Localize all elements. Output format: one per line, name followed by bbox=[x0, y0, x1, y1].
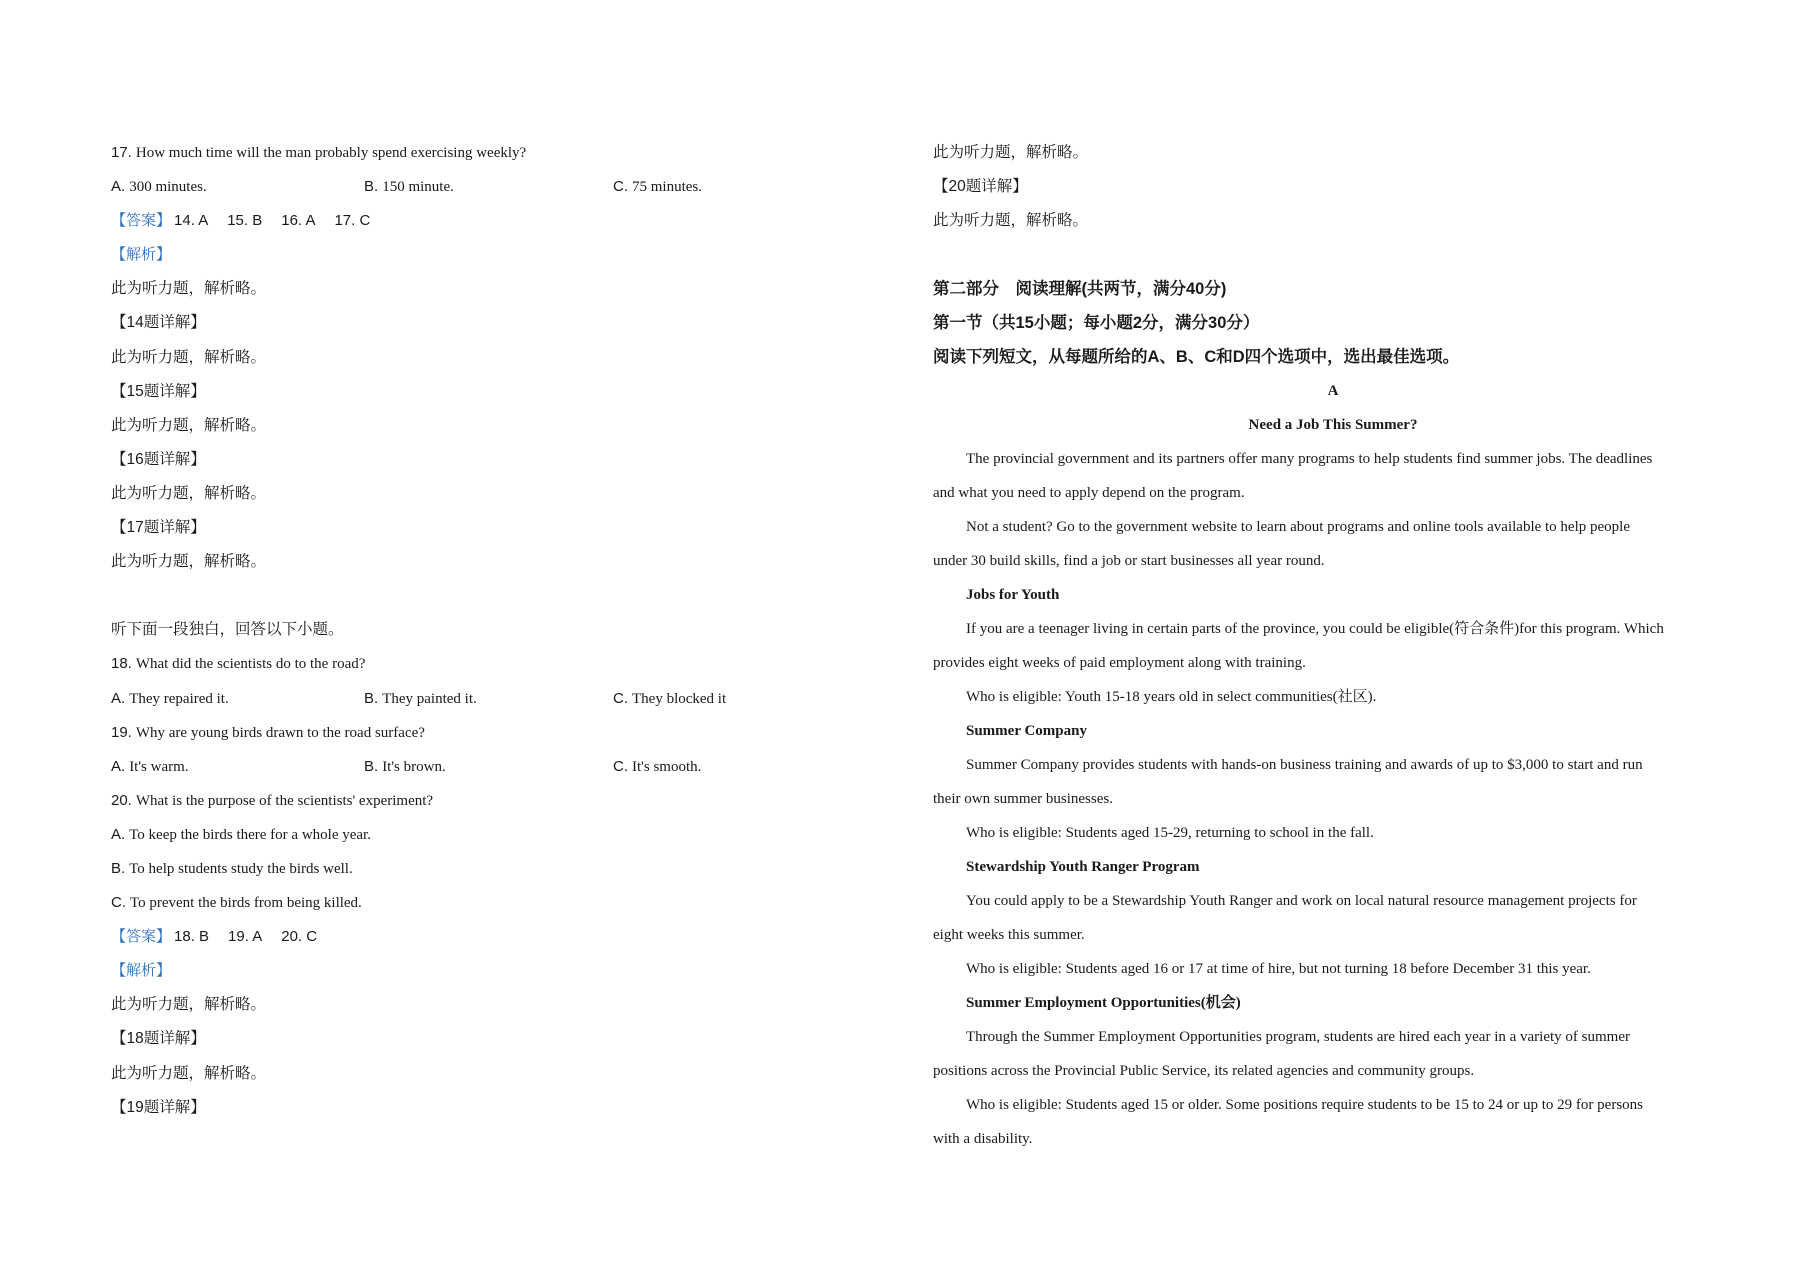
passage-label: A bbox=[1327, 383, 1339, 399]
question-20 bbox=[111, 784, 881, 818]
answer-item: 17. C bbox=[334, 212, 371, 230]
detail-heading: 【18题详解】 bbox=[111, 1030, 206, 1048]
eligibility-line: Who is eligible: Students aged 16 or 17 at time of hire, but not turning 18 before December 31 this year. bbox=[966, 961, 1591, 977]
question-18-options bbox=[111, 682, 881, 716]
answer-label: 【答案】 bbox=[111, 212, 172, 230]
option-b bbox=[364, 682, 613, 716]
option-letter: A. bbox=[111, 689, 126, 707]
passage-title: Need a Job This Summer? bbox=[1248, 417, 1418, 433]
option-letter: C. bbox=[613, 757, 628, 775]
paragraph-line: positions across the Provincial Public Service, its related agencies and community groups. bbox=[933, 1063, 1475, 1079]
option-c bbox=[613, 682, 726, 716]
answer-item: 14. A bbox=[174, 212, 209, 230]
paragraph-line: their own summer businesses. bbox=[933, 791, 1113, 807]
option-text: To keep the birds there for a whole year. bbox=[129, 826, 371, 843]
part-heading: 第二部分 阅读理解(共两节，满分40分) bbox=[933, 280, 1227, 298]
detail-text: 此为听力题，解析略。 bbox=[111, 348, 267, 366]
detail-heading: 【20题详解】 bbox=[933, 178, 1028, 195]
answer-line bbox=[111, 204, 881, 238]
option-b bbox=[364, 750, 613, 784]
answer-line bbox=[111, 920, 881, 954]
left-column bbox=[111, 136, 881, 1125]
answer-item: 15. B bbox=[227, 212, 263, 230]
program-heading: Summer Company bbox=[966, 723, 1087, 739]
question-text: What did the scientists do to the road? bbox=[135, 656, 366, 673]
question-18 bbox=[111, 647, 881, 681]
detail-text: 此为听力题，解析略。 bbox=[111, 416, 267, 434]
option-a bbox=[111, 750, 364, 784]
paragraph-line: The provincial government and its partners offer many programs to help students find summer jobs. The deadlines bbox=[966, 451, 1653, 467]
question-number: 20. bbox=[111, 791, 132, 809]
reading-instruction: 阅读下列短文，从每题所给的A、B、C和D四个选项中，选出最佳选项。 bbox=[933, 348, 1460, 366]
detail-text: 此为听力题，解析略。 bbox=[933, 212, 1089, 229]
option-text: They repaired it. bbox=[129, 690, 229, 707]
option-letter: A. bbox=[111, 178, 126, 196]
detail-heading: 【16题详解】 bbox=[111, 450, 206, 468]
question-number: 18. bbox=[111, 655, 132, 673]
option-letter: B. bbox=[364, 689, 379, 707]
option-letter: A. bbox=[111, 825, 126, 843]
section-instruction: 听下面一段独白，回答以下小题。 bbox=[111, 621, 344, 639]
question-17 bbox=[111, 136, 881, 170]
option-text: They painted it. bbox=[382, 690, 477, 707]
option-letter: B. bbox=[111, 859, 126, 877]
paragraph-line: You could apply to be a Stewardship Youth Ranger and work on local natural resource management projects for bbox=[966, 893, 1637, 909]
option-c bbox=[111, 886, 881, 920]
option-b bbox=[364, 170, 613, 204]
eligibility-line: Who is eligible: Students aged 15 or older. Some positions require students to be 15 to 24 or up to 29 for persons bbox=[966, 1097, 1643, 1113]
detail-heading: 【14题详解】 bbox=[111, 314, 206, 332]
detail-text: 此为听力题，解析略。 bbox=[111, 1064, 267, 1082]
detail-heading: 【15题详解】 bbox=[111, 382, 206, 400]
analysis-label: 【解析】 bbox=[111, 246, 172, 264]
blank-line bbox=[111, 579, 881, 613]
option-a bbox=[111, 682, 364, 716]
question-text: What is the purpose of the scientists' experiment? bbox=[135, 792, 434, 809]
analysis-text: 此为听力题，解析略。 bbox=[111, 996, 267, 1014]
option-c bbox=[613, 750, 701, 784]
question-number: 17. bbox=[111, 144, 132, 161]
option-letter: C. bbox=[111, 894, 126, 912]
paragraph-line: If you are a teenager living in certain parts of the province, you could be eligible(符合条件)for this program. Which bbox=[966, 621, 1664, 637]
analysis-label: 【解析】 bbox=[111, 962, 172, 980]
detail-text: 此为听力题，解析略。 bbox=[933, 144, 1089, 161]
option-text: It's brown. bbox=[382, 758, 446, 775]
blank-line bbox=[933, 238, 1733, 272]
eligibility-line: with a disability. bbox=[933, 1131, 1033, 1147]
detail-text: 此为听力题，解析略。 bbox=[111, 484, 267, 502]
option-text: It's smooth. bbox=[632, 758, 702, 775]
answer-item: 20. C bbox=[281, 928, 318, 946]
question-number: 19. bbox=[111, 723, 132, 741]
program-heading: Stewardship Youth Ranger Program bbox=[966, 859, 1200, 875]
question-17-options bbox=[111, 170, 881, 204]
option-a bbox=[111, 818, 881, 852]
option-c bbox=[613, 170, 702, 204]
option-a bbox=[111, 170, 364, 204]
program-heading: Summer Employment Opportunities(机会) bbox=[966, 995, 1241, 1011]
eligibility-line: Who is eligible: Youth 15-18 years old in select communities(社区). bbox=[966, 689, 1377, 705]
analysis-text: 此为听力题，解析略。 bbox=[111, 280, 267, 298]
option-letter: A. bbox=[111, 757, 126, 775]
question-text: Why are young birds drawn to the road surface? bbox=[135, 724, 425, 741]
option-letter: B. bbox=[364, 757, 379, 775]
question-text: How much time will the man probably spend exercising weekly? bbox=[135, 145, 527, 161]
paragraph-line: Through the Summer Employment Opportunities program, students are hired each year in a variety of summer bbox=[966, 1029, 1630, 1045]
paragraph-line: and what you need to apply depend on the program. bbox=[933, 485, 1245, 501]
question-19-options bbox=[111, 750, 881, 784]
option-b bbox=[111, 852, 881, 886]
detail-heading: 【19题详解】 bbox=[111, 1098, 206, 1116]
paragraph-line: Summer Company provides students with hands-on business training and awards of up to $3,000 to start and run bbox=[966, 757, 1643, 773]
detail-text: 此为听力题，解析略。 bbox=[111, 553, 267, 571]
answer-item: 18. B bbox=[174, 928, 210, 946]
paragraph-line: under 30 build skills, find a job or start businesses all year round. bbox=[933, 553, 1325, 569]
paragraph-line: eight weeks this summer. bbox=[933, 927, 1085, 943]
program-heading: Jobs for Youth bbox=[966, 587, 1060, 603]
option-letter: C. bbox=[613, 689, 628, 707]
option-text: 150 minute. bbox=[382, 179, 454, 196]
option-text: To prevent the birds from being killed. bbox=[130, 895, 362, 912]
paragraph-line: Not a student? Go to the government website to learn about programs and online tools available to help people bbox=[966, 519, 1630, 535]
section-heading: 第一节（共15小题；每小题2分，满分30分） bbox=[933, 314, 1260, 332]
answer-label: 【答案】 bbox=[111, 928, 172, 946]
option-text: It's warm. bbox=[129, 758, 189, 775]
option-text: They blocked it bbox=[632, 690, 727, 707]
option-text: 300 minutes. bbox=[129, 179, 207, 196]
option-text: To help students study the birds well. bbox=[129, 860, 353, 877]
answer-item: 16. A bbox=[281, 212, 316, 230]
option-text: 75 minutes. bbox=[632, 179, 702, 196]
option-letter: C. bbox=[613, 178, 628, 196]
question-19 bbox=[111, 716, 881, 750]
detail-heading: 【17题详解】 bbox=[111, 519, 206, 537]
option-letter: B. bbox=[364, 178, 379, 196]
answer-item: 19. A bbox=[228, 928, 263, 946]
paragraph-line: provides eight weeks of paid employment along with training. bbox=[933, 655, 1306, 671]
eligibility-line: Who is eligible: Students aged 15-29, returning to school in the fall. bbox=[966, 825, 1374, 841]
right-column bbox=[933, 136, 1733, 1156]
